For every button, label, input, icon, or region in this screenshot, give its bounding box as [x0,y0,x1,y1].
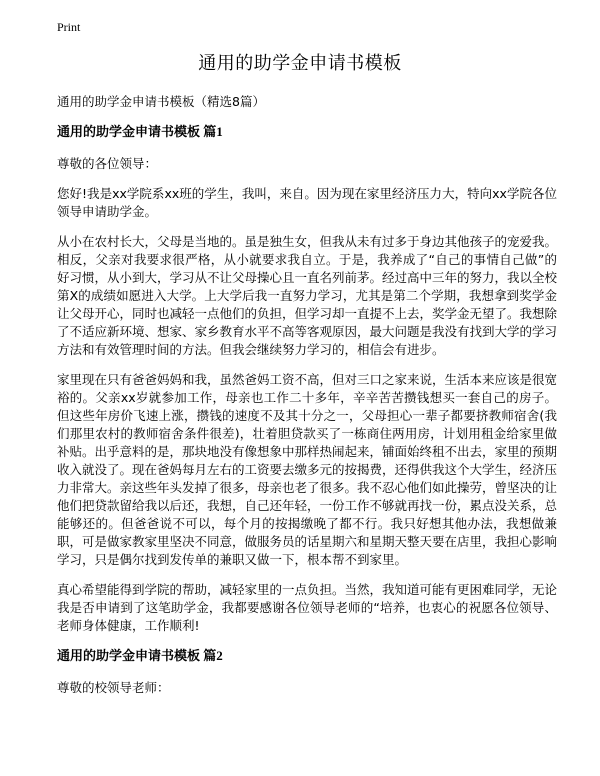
salutation: 尊敬的校领导老师： [57,680,170,695]
salutation: 尊敬的各位领导： [57,156,158,171]
section-1 [57,123,557,635]
paragraph: 从小在农村长大，父母是当地的。虽是独生女，但我从未有过多于身边其他孩子的宠爱我。相反，父亲对我要求很严格，从小就要求我自立。于是，我养成了“自己的事情自己做”的好习惯，从小到大，学习从不让父母操心且一直名列前茅。经过高中三年的努力，我以全校第X的成绩如愿进入大学。上大学后我一直努力学习，尤其是第二个学期，我想拿到奖学金让父母开心，同时也减轻一点他们的负担，但学习却一直提不上去，奖学金无望了。我想除了不适应新环境、想家、家乡教育水平不高等客观原因，最大问题是我没有找到大学的学习方法和有效管理时间的方法。但我会继续努力学习的，相信会有进步。 [57,234,558,357]
page-title: 通用的助学金申请书模板 [198,53,402,74]
paragraph: 您好!我是xx学院系xx班的学生，我叫，来自。因为现在家里经济压力大，特向xx学院各位领导申请助学金。 [57,186,557,219]
section-heading: 通用的助学金申请书模板 篇2 [57,648,223,663]
section-2 [57,647,557,697]
print-link[interactable]: Print [57,20,81,34]
paragraph: 真心希望能得到学院的帮助，减轻家里的一点负担。当然，我知道可能有更困难同学，无论我是否申请到了这笔助学金，我都要感谢各位领导老师的“培养，也衷心的祝愿各位领导、老师身体健康，工作顺利! [57,582,558,633]
document-subtitle: 通用的助学金申请书模板（精选8篇） [57,94,265,109]
document-body [57,93,557,709]
paragraph: 家里现在只有爸爸妈妈和我，虽然爸妈工资不高，但对三口之家来说，生活本来应该是很宽裕的。父亲xx岁就参加工作，母亲也工作二十多年，辛辛苦苦攒钱想买一套自己的房子。但这些年房价飞速上涨，攒钱的速度不及其十分之一，父母担心一辈子都要挤教师宿舍(我们那里农村的教师宿舍条件很差)，壮着胆贷款买了一栋商住两用房，计划用租金给家里做补贴。出乎意料的是，那块地没有像想象中那样热闹起来，铺面始终租不出去，家里的预期收入就没了。现在爸妈每月左右的工资要去缴多元的按揭费，还得供我这个大学生，经济压力非常大。亲这些年头发掉了很多，母亲也老了很多。我不忍心他们如此操劳，曾坚决的让他们把贷款留给我以后还，我想，自己还年轻，一份工作不够就再找一份，累点没关系，总能够还的。但爸爸说不可以，每个月的按揭缴晚了都不行。我只好想其他办法，我想做兼职，可是做家教家里坚决不同意，做服务员的话星期六和星期天整天要在店里，我担心影响学习，只是偶尔找到发传单的兼职又做一下，根本帮不到家里。 [57,372,558,567]
section-heading: 通用的助学金申请书模板 篇1 [57,124,223,139]
